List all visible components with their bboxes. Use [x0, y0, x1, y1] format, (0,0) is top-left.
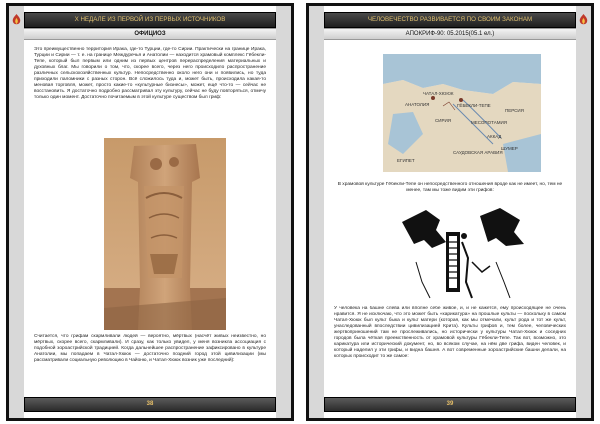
- left-page-paragraph-1: Это преимущественно территория Ирака, где-то Турции, где-то Сирии. Практически на границе Ирака, Турции и Сирии — т. е. на границе Междуречья и Анатолии — находится храмовый комплекс Гёбекли-Тепе, который был первым или одним из первых центров перераспределения материальных и духовных благ. Мы говорили о том, что, скорее всего, через него происходило распространение различных сельскохозяйственных культур. Непосредственно около него они и появились, но туда приходили паломники с разных сторон. Всё сложилось туда и, может быть, происходила какая-то меновая торговля, может, просто какие-то «культурные бизнесы», может, ещё что-то — сейчас не восстановить. Я достаточно подробно рассматривал эту культуру, сейчас не буду повторяться, отмечу только один момент. Достаточно почитаемым в этой культуре существом был гриф:: [34, 47, 266, 100]
- flame-emblem-icon: [578, 14, 589, 26]
- left-page: [6, 3, 294, 421]
- left-page-content: [24, 6, 276, 418]
- flame-emblem-icon: [11, 14, 22, 26]
- map-label: ГЁБЕКЛИ-ТЕПЕ: [457, 103, 491, 108]
- map-label: АККАД: [487, 134, 502, 139]
- right-page-paragraph-2: У человека на башне слева или вполне себе живое, и, и не кажется, ему происходящее не очень нравится. Я не исключаю, что это может быть «карикатура» на прошлые культы — поскольку в самом Чатал-Хююк был культ быка и культ матери (которая, как мы отмечали, культ рода и тот же культ, унаследованный впоследствии цивилизацией Крита). Культы грифов и, тем более, человеческих жертвоприношений там не прослеживались, но исторически у культуры Чатал-Хююк и соседних городов была чёткая преемственность от храмовой культуры Гёбекли-Тепе. Так вот, возможно, это карикатура или исторический документ, но, во всяком случае, на нём две грифа, виден человек, и который наделил у эти грифы, и видна башня. А вот современные зороастрийские башни делали, на которых происходит то же самое:: [334, 306, 566, 359]
- vulture-mural-drawing: [396, 202, 532, 304]
- left-page-footer: [24, 397, 276, 412]
- map-label: ПЕРСИЯ: [505, 108, 524, 113]
- map-label: СИРИЯ: [435, 118, 451, 123]
- right-page-content: [324, 6, 576, 418]
- right-page: [306, 3, 594, 421]
- left-page-paragraph-2: Считается, что грифам скармливали людей — вероятно, мёртвых (насчёт живых неизвестно, но мёртвых, скорее всего, скармливали). И сразу, как только увидел, у меня возникла ассоциация с подобной зороастрийской традицией. Когда дальнейшее распространение зафиксировано в культуре Анатолии, мы попадаем в Чатал-Хююк — достаточно поздний город этой цивилизации (мы рассматривали социальную революцию в Чайоню, и Чатал-Хююк возник уже последний):: [34, 334, 266, 363]
- map-label: ЧАТАЛ-ХЮЮК: [423, 91, 454, 96]
- map-label: ЕГИПЕТ: [397, 158, 415, 163]
- map-label: САУДОВСКАЯ АРАВИЯ: [453, 150, 503, 155]
- right-page-subheader: АПОКРИФ-90: 05.2015(05.1 ел.): [324, 28, 576, 40]
- right-page-header: ЧЕЛОВЕЧЕСТВО РАЗВИВАЕТСЯ ПО СВОИМ ЗАКОНАМ: [324, 12, 576, 28]
- map-label: МЕСОПОТАМИЯ: [471, 120, 507, 125]
- stone-pillar-photo: [104, 138, 226, 330]
- right-page-footer: [324, 397, 576, 412]
- right-page-paragraph-1: В храмовой культуре Гёбекли-Тепе он непосредственного отношения вроде как не имеет, но, тем не менее, там мы тоже видим эти грифов:: [337, 182, 563, 193]
- left-page-header: Х НЕДАЛЕ ИЗ ПЕРВОЙ ИЗ ПЕРВЫХ ИСТОЧНИКОВ: [24, 12, 276, 28]
- right-page-number: 39: [446, 401, 454, 407]
- map-label: АНАТОЛИЯ: [405, 102, 430, 107]
- map-label: ШУМЕР: [501, 146, 518, 151]
- regional-map: [383, 54, 541, 172]
- left-page-number: 38: [146, 401, 154, 407]
- left-page-subheader: ОФИЦИОЗ: [24, 28, 276, 40]
